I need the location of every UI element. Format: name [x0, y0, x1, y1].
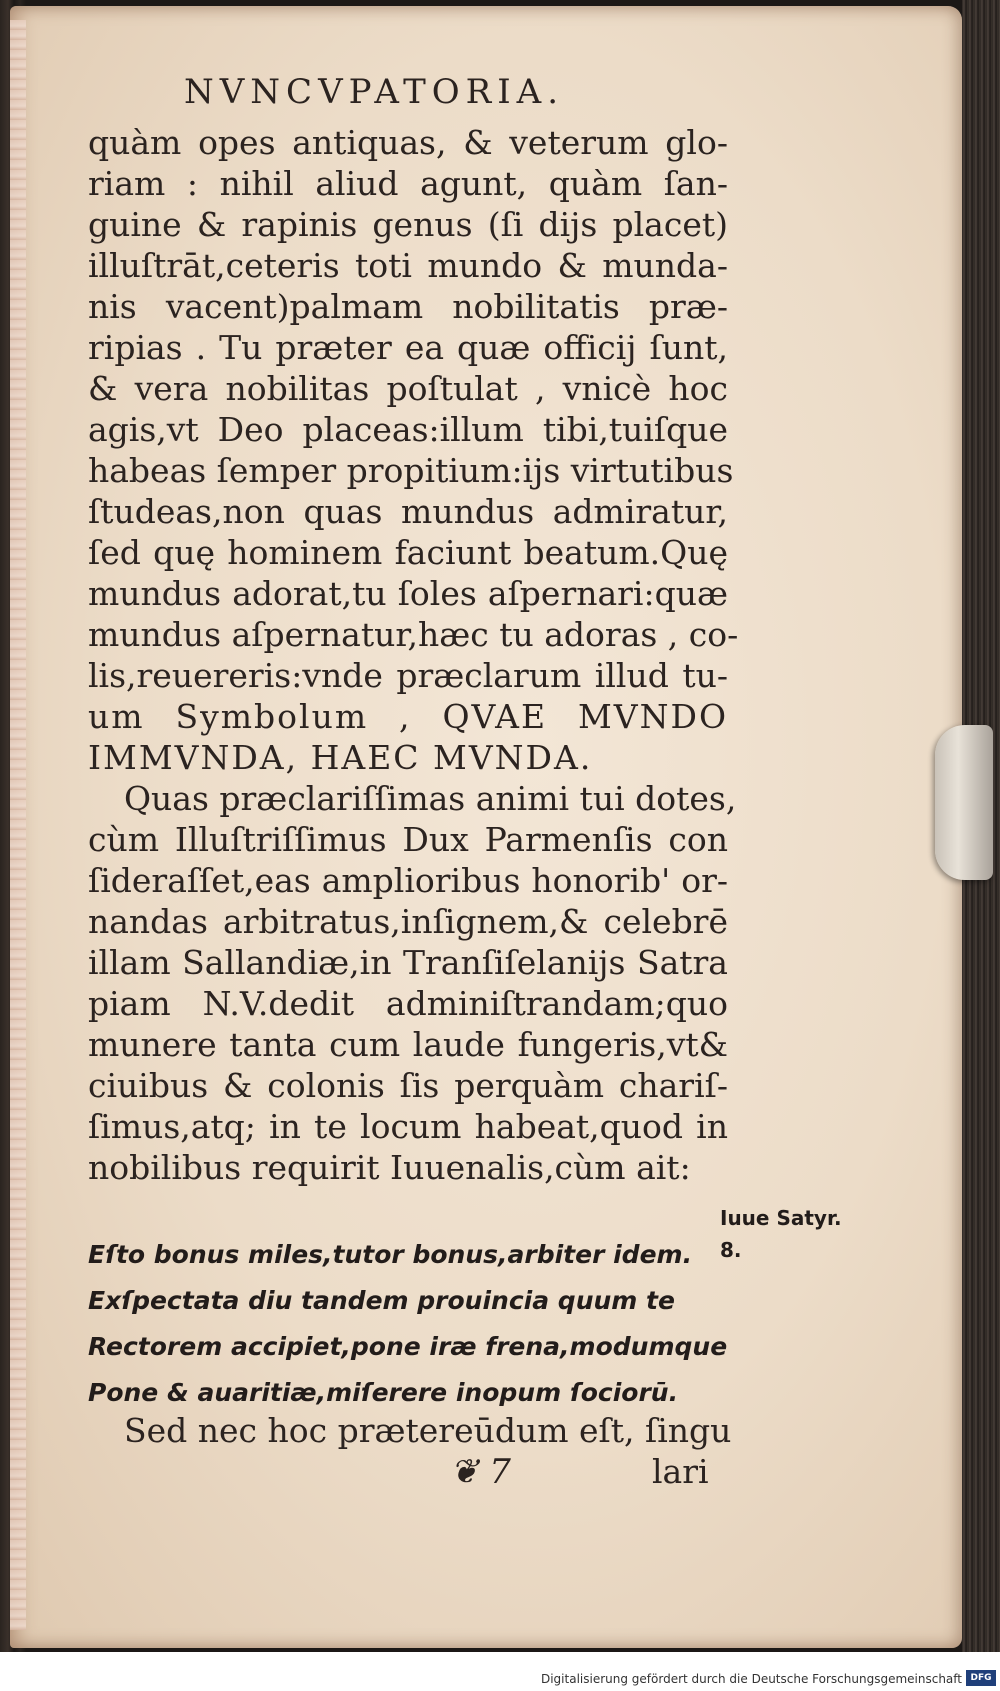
text-line: um Symbolum , QVAE MVNDO	[88, 697, 728, 736]
footer-credit: Digitalisierung gefördert durch die Deutsche Forschungsgemeinschaft	[540, 1672, 962, 1686]
text-line: lis,reuereris:vnde præclarum illud tu-	[88, 656, 728, 695]
verse-line: Rectorem accipiet,pone iræ frena,modumque	[88, 1332, 728, 1361]
text-line: IMMVNDA, HAEC MVNDA.	[88, 738, 593, 777]
text-line: quàm opes antiquas, & veterum glo-	[88, 123, 728, 162]
text-line: munere tanta cum laude fungeris,vt&	[88, 1025, 728, 1064]
running-head: NVNCVPATORIA.	[184, 72, 565, 112]
text-line: Sed nec hoc prætereūdum eſt, ſingu	[124, 1411, 732, 1450]
body-text	[88, 122, 739, 1188]
text-line: habeas ſemper propitium:ijs virtutibus	[88, 451, 734, 490]
text-line: nandas arbitratus,inſignem,& celebrē	[88, 902, 728, 941]
margin-note-line: 8.	[720, 1238, 742, 1262]
text-line: illam Sallandiæ,in Tranſiſelanijs Satra	[88, 943, 728, 982]
text-line: nis vacent)palmam nobilitatis præ-	[88, 287, 728, 326]
text-line: guine & rapinis genus (ſi dijs placet)	[88, 205, 728, 244]
book-clip	[935, 725, 993, 880]
margin-note-line: Iuue Satyr.	[720, 1206, 842, 1230]
verse-line: Pone & auaritiæ,miſerere inopum ſociorū.	[88, 1378, 679, 1407]
signature-mark: ❦ 7	[450, 1452, 511, 1492]
page-left-edge	[10, 20, 26, 1630]
text-line: ciuibus & colonis ſis perquàm chariſ-	[88, 1066, 728, 1105]
text-line: ſed quę hominem faciunt beatum.Quę	[88, 533, 728, 572]
text-line: piam N.V.dedit adminiſtrandam;quo	[88, 984, 728, 1023]
text-line: & vera nobilitas poſtulat , vnicè hoc	[88, 369, 728, 408]
text-line: ſimus,atq; in te locum habeat,quod in	[88, 1107, 728, 1146]
text-line: ſtudeas,non quas mundus admiratur,	[88, 492, 728, 531]
text-line: riam : nihil aliud agunt, quàm ſan-	[88, 164, 728, 203]
text-line: agis,vt Deo placeas:illum tibi,tuiſque	[88, 410, 728, 449]
text-line: Quas præclariſſimas animi tui dotes,	[124, 779, 737, 818]
text-line: mundus adorat,tu ſoles aſpernari:quæ	[88, 574, 728, 613]
catchword: lari	[652, 1452, 709, 1491]
continuation-text	[88, 1410, 732, 1451]
text-line: ripias . Tu præter ea quæ officij ſunt,	[88, 328, 728, 367]
text-line: illuſtrāt,ceteris toti mundo & munda-	[88, 246, 728, 285]
text-line: cùm Illuſtriſſimus Dux Parmenſis con	[88, 820, 728, 859]
verse-line: Exſpectata diu tandem prouincia quum te	[88, 1286, 675, 1315]
text-line: mundus aſpernatur,hæc tu adoras , co-	[88, 615, 739, 654]
text-line: ſideraſſet,eas amplioribus honorib' or-	[88, 861, 728, 900]
dfg-logo: DFG	[966, 1670, 996, 1686]
margin-note	[720, 1202, 842, 1266]
verse-line: Eſto bonus miles,tutor bonus,arbiter idem.	[88, 1240, 693, 1269]
text-line: nobilibus requirit Iuuenalis,cùm ait:	[88, 1148, 691, 1187]
verse-quotation	[88, 1232, 728, 1416]
